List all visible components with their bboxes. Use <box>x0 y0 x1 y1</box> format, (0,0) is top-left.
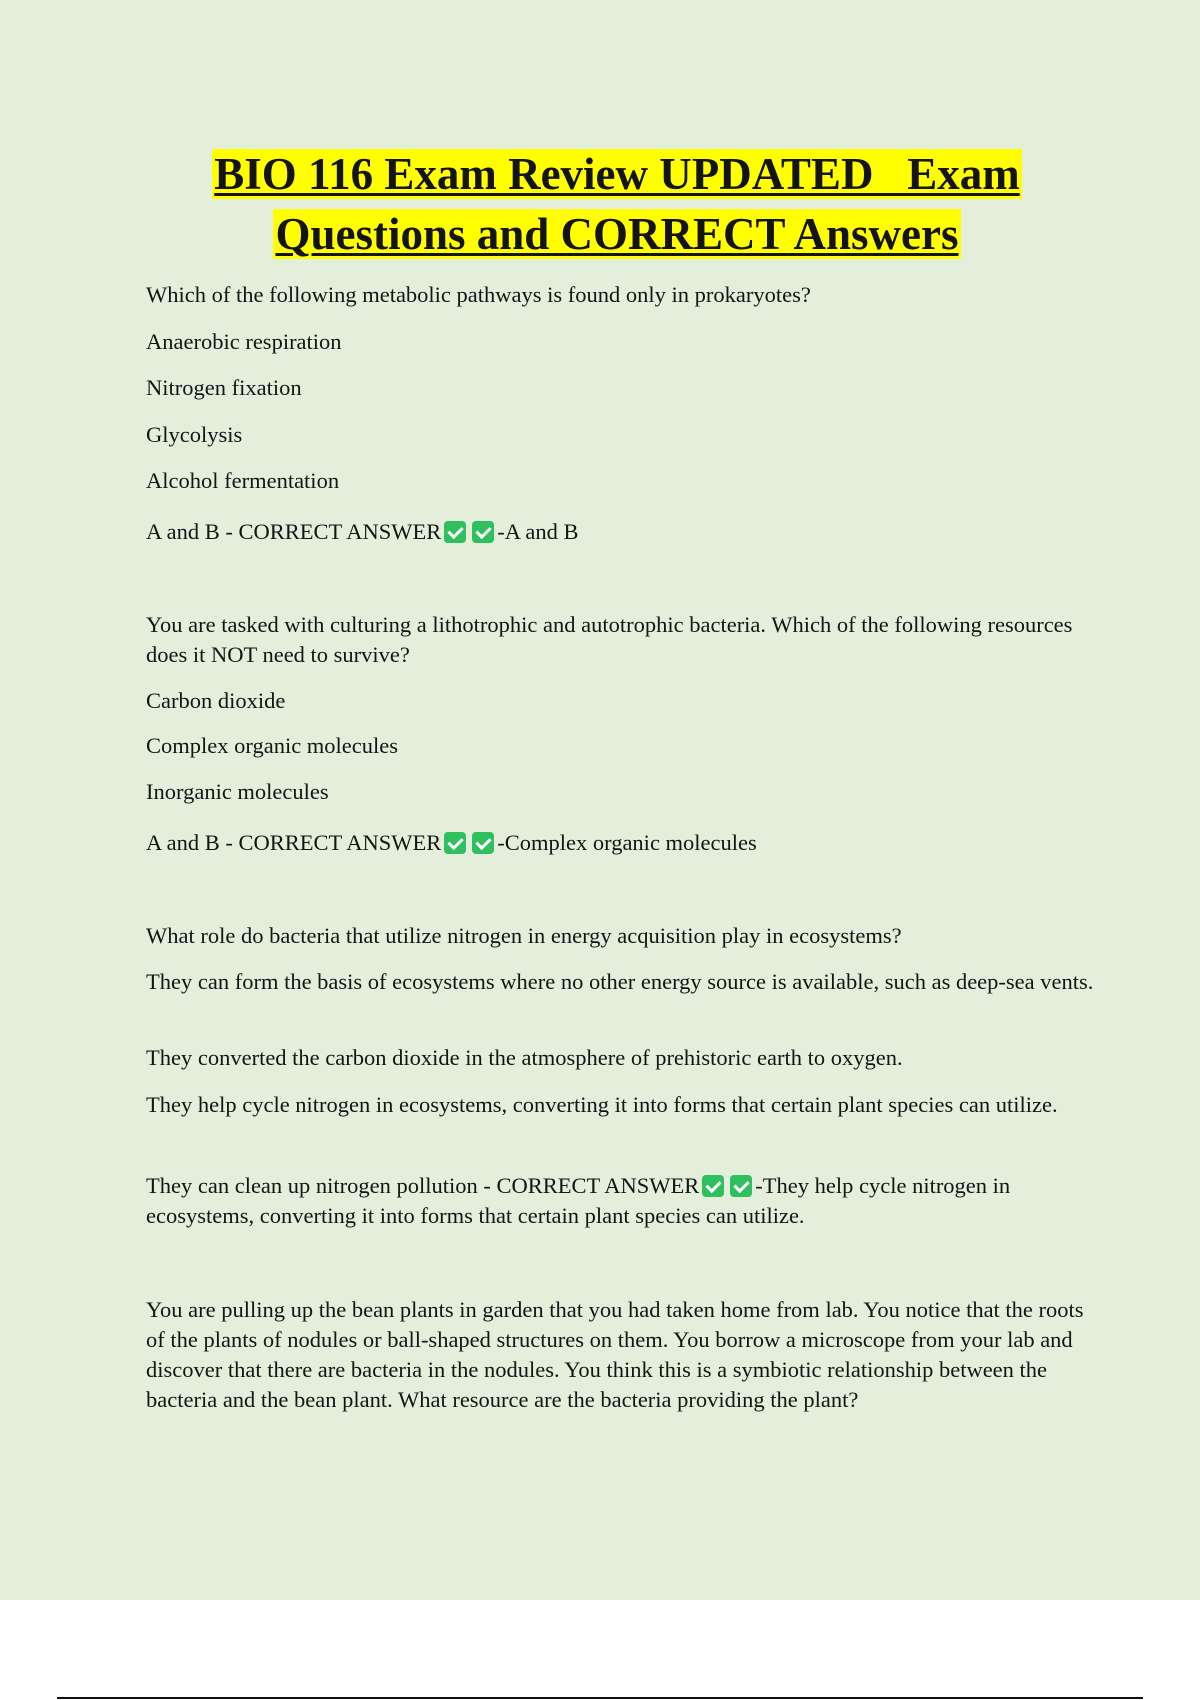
answer-text: -A and B <box>497 519 579 544</box>
question-1-option-3: Glycolysis <box>146 422 243 447</box>
question-4-text: You are pulling up the bean plants in garden that you had taken home from lab. You notice that the roots of the plants of nodules or ball-shaped structures on them. You borrow a microscope from your lab and discover that there are bacteria in the nodules. You think this is a symbiotic relationship between the bacteria and the bean plant. What resource are the bacteria providing the plant? <box>146 1297 1084 1412</box>
question-2-option-1: Carbon dioxide <box>146 688 286 713</box>
answer-prefix: A and B - CORRECT ANSWER <box>146 519 442 544</box>
question-1-text: Which of the following metabolic pathways is found only in prokaryotes? <box>146 282 811 307</box>
question-3-option-1: They can form the basis of ecosystems where no other energy source is available, such as deep-sea vents. <box>146 969 1094 994</box>
question-1-option-4: Alcohol fermentation <box>146 468 340 493</box>
question-1-option-2: Nitrogen fixation <box>146 375 302 400</box>
answer-text: -They help cycle nitrogen in ecosystems, converting it into forms that certain plant species can utilize. <box>146 1173 1011 1228</box>
answer-prefix: A and B - CORRECT ANSWER <box>146 830 442 855</box>
check-box-icon <box>444 832 466 854</box>
question-3-answer <box>146 1171 1096 1231</box>
check-box-icon <box>730 1175 752 1197</box>
check-box-icon <box>702 1175 724 1197</box>
question-2-text: You are tasked with culturing a lithotrophic and autotrophic bacteria. Which of the following resources does it NOT need to survive? <box>146 612 1073 667</box>
title-line-2: Questions and CORRECT Answers <box>275 209 959 259</box>
question-2-option-2: Complex organic molecules <box>146 733 399 758</box>
title-line-1: BIO 116 Exam Review UPDATED Exam <box>214 149 1020 199</box>
page-footer <box>0 1600 1200 1700</box>
question-3-option-2: They converted the carbon dioxide in the atmosphere of prehistoric earth to oxygen. <box>146 1045 903 1070</box>
question-2-option-3: Inorganic molecules <box>146 779 329 804</box>
question-2-answer <box>146 828 1096 858</box>
question-1-option-1: Anaerobic respiration <box>146 329 342 354</box>
document-title <box>100 144 1134 264</box>
question-3-text: What role do bacteria that utilize nitrogen in energy acquisition play in ecosystems? <box>146 923 902 948</box>
footer-divider <box>57 1697 1143 1699</box>
check-box-icon <box>472 832 494 854</box>
check-box-icon <box>472 521 494 543</box>
question-1-answer <box>146 517 1096 547</box>
question-3-option-3: They help cycle nitrogen in ecosystems, converting it into forms that certain plant species can utilize. <box>146 1092 1058 1117</box>
answer-prefix: They can clean up nitrogen pollution - CORRECT ANSWER <box>146 1173 700 1198</box>
check-box-icon <box>444 521 466 543</box>
answer-text: -Complex organic molecules <box>497 830 757 855</box>
